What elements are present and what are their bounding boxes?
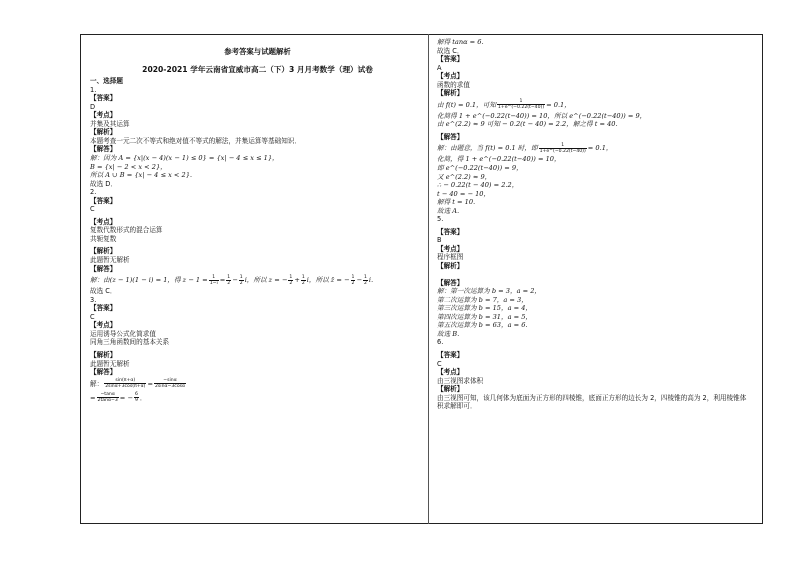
exam-title: 2020-2021 学年云南省宣威市高二（下）3 月月考数学（理）试卷 [142,64,373,74]
solution-line: 解：因为 A = {x|(x − 4)(x − 1) ≤ 0} = {x| − 4 ≤ x ≤ 1}， [90,154,279,163]
fraction-numerator: sin(π+α) [104,378,146,384]
solution-tag: 【解答】 [90,264,117,273]
document-title: 参考答案与试题解析 [224,47,291,56]
question-number: 6. [437,338,444,347]
fraction-denominator: 9 [134,398,138,404]
knowledge-point: 共轭复数 [90,234,117,243]
solution-line: 又 e^(2.2) ≈ 9， [437,172,492,181]
answer-tag: 【答案】 [90,304,117,313]
solution-line: 所以 A ∪ B = {x| − 4 ≤ x < 2}． [90,171,197,180]
fraction-numerator: 1 [351,274,355,280]
solution-line [437,141,762,155]
fraction-numerator: 1 [209,275,219,281]
solution-line: 解：第一次运算为 b = 3，a = 2， [437,287,542,296]
math-text: i，所以 z̄ = − [306,276,350,285]
answer-value: D [90,102,96,111]
solution-tag: 【解答】 [90,145,117,154]
analysis-tag: 【解析】 [90,350,117,359]
left-column [90,48,425,405]
fraction [134,392,139,403]
fraction-numerator: 1 [539,143,587,149]
analysis-line: 积求解即可． [437,402,477,411]
fraction [154,378,186,389]
fraction-numerator: 1 [227,274,231,280]
solution-tag: 【解答】 [437,278,464,287]
knowledge-point-tag: 【考点】 [437,244,464,253]
knowledge-point-tag: 【考点】 [437,72,464,81]
knowledge-point: 复数代数形式的混合运算 [90,226,163,235]
knowledge-point: 函数的求值 [437,80,470,89]
math-text: i，所以 z = − [244,276,288,285]
section-heading: 一、选择题 [90,77,123,86]
answer-tag: 【答案】 [437,55,464,64]
solution-line: t − 40 = − 10， [437,189,491,198]
answer-value: C [90,312,95,321]
fraction-denominator: 2tanα−3 [97,398,118,404]
knowledge-point-tag: 【考点】 [437,368,464,377]
fraction-denominator: 2 [351,280,355,286]
knowledge-point: 程序框图 [437,253,464,262]
knowledge-point: 并集及其运算 [90,119,130,128]
fraction-denominator: 2 [363,280,367,286]
analysis-tag: 【解析】 [437,89,464,98]
math-text: = 0.1， [546,100,571,109]
fraction-denominator: 2 [301,280,305,286]
solution-line: 第四次运算为 b = 31，a = 5， [437,312,533,321]
knowledge-point: 同角三角函数间的基本关系 [90,338,170,347]
fraction-denominator: 1+e^(−0.22(t−40)) [539,148,586,154]
analysis-tag: 【解析】 [90,128,117,137]
analysis-tag: 【解析】 [437,385,464,394]
math-text: 由 f(t) = 0.1，可知 [437,100,496,109]
analysis-text: 本题考查一元二次不等式和绝对值不等式的解法，并集运算等基础知识． [90,136,301,145]
fraction-numerator: 1 [301,274,305,280]
fraction-denominator: 2 [289,280,293,286]
answer-value: C [437,359,442,368]
fraction [104,378,146,389]
analysis-tag: 【解析】 [437,262,464,271]
math-text: = [147,379,153,388]
solution-line: 解得 t = 10． [437,198,480,207]
solution-line: 第五次运算为 b = 63，a = 6． [437,321,533,330]
fraction [351,275,356,286]
answer-tag: 【答案】 [437,227,464,236]
answer-tag: 【答案】 [90,196,117,205]
knowledge-point-tag: 【考点】 [90,217,117,226]
solution-line: 第三次运算为 b = 15，a = 4， [437,304,533,313]
knowledge-point: 由三视图求体积 [437,376,484,385]
math-text: 解：由题意，当 f(t) = 0.1 时，即 [437,144,538,153]
knowledge-point: 运用诱导公式化简求值 [90,329,156,338]
fraction [363,275,368,286]
solution-line [90,377,425,391]
analysis-line: 由 e^(2.2) ≈ 9 可知 − 0.2(t − 40) = 2.2，解之得 t = 40． [437,120,623,129]
fraction [226,275,231,286]
fraction-numerator: 1 [289,274,293,280]
math-text: − [356,276,362,285]
question-number: 1. [90,85,97,94]
solution-line: 第二次运算为 b = 7，a = 3， [437,295,528,304]
fraction-denominator: 2sinα−3cosα [154,384,186,390]
analysis-tag: 【解析】 [90,247,117,256]
column-divider [428,34,429,524]
math-text: 解：由(z − 1)(1 − i) = 1，得 z − 1 = [90,276,208,285]
fraction-numerator: 1 [363,274,367,280]
fraction-denominator: 2sinα+3cos(π+α) [105,384,146,390]
knowledge-point-tag: 【考点】 [90,321,117,330]
analysis-text: 此题暂无解析 [90,256,130,265]
math-text: = − [119,393,133,402]
answer-tag: 【答案】 [437,350,464,359]
math-text: 解： [90,379,104,388]
fraction-numerator: −tanα [97,392,119,398]
math-text: i． [368,276,378,285]
answer-value: C [90,205,95,214]
answer-tag: 【答案】 [90,94,117,103]
analysis-line [437,98,762,112]
solution-line: 化简，得 1 + e^(−0.22(t−40)) = 10， [437,155,561,164]
math-text: = [219,276,226,285]
fraction [301,275,306,286]
fraction [539,143,587,154]
solution-line: 解得 tanα = 6． [437,38,489,46]
solution-tag: 【解答】 [437,132,464,141]
math-text: ． [139,393,147,402]
fraction [97,392,119,403]
fraction-numerator: 1 [497,99,545,105]
fraction-numerator: 1 [239,274,243,280]
fraction [288,275,293,286]
analysis-line: 化简得 1 + e^(−0.22(t−40)) = 10，所以 e^(−0.22(t−40)) = 9， [437,111,647,120]
math-text: = [90,393,96,402]
fraction-denominator: 2 [239,280,243,286]
solution-line: 故选 C． [437,46,464,55]
question-number: 2. [90,188,97,197]
solution-line: 故选 D． [90,179,117,188]
analysis-line: 由三视图可知，该几何体为底面为正方形的四棱锥，底面正方形的边长为 2，四棱锥的高为 2，利用棱锥体 [437,393,747,402]
math-text: − [232,276,238,285]
solution-line: 即 e^(−0.22(t−40)) = 9， [437,164,523,173]
answer-value: A [437,63,442,72]
fraction-denominator: 2 [227,280,231,286]
question-number: 3. [90,295,97,304]
solution-line: ∴ − 0.22(t − 40) = 2.2， [437,181,519,190]
question-number: 5. [437,215,444,224]
solution-line: 故选 C． [90,287,117,296]
fraction-numerator: −sinα [154,378,186,384]
solution-line [90,273,425,287]
right-column [437,38,762,411]
fraction [209,275,219,286]
solution-line: 故选 A． [437,206,464,215]
answer-value: B [437,236,442,245]
knowledge-point-tag: 【考点】 [90,111,117,120]
analysis-text: 此题暂无解析 [90,359,130,368]
fraction-numerator: 6 [134,392,138,398]
solution-line: B = {x| − 2 < x < 2}， [90,162,167,171]
solution-tag: 【解答】 [90,368,117,377]
fraction [239,275,244,286]
solution-line [90,391,425,405]
fraction-denominator: 1−i [209,280,218,286]
fraction-denominator: 1+e^(−0.22(t−40)) [497,105,545,111]
solution-line: 故选 B． [437,329,464,338]
math-text: + [294,276,300,285]
math-text: = 0.1， [587,144,613,153]
fraction [497,99,545,110]
